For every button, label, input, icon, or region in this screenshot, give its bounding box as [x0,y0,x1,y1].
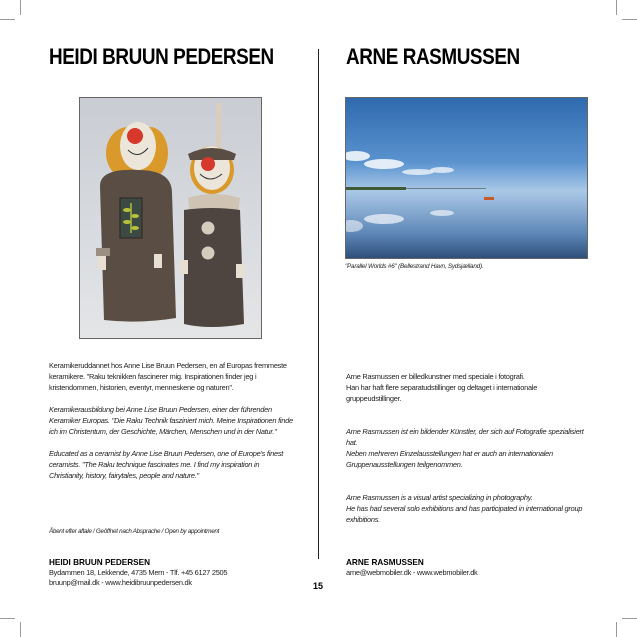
right-bio [346,360,591,547]
crop-mark [622,19,637,20]
right-artist-title: ARNE RASMUSSEN [346,44,520,69]
photo-caption: "Parallel Worlds #6" (Bellestrand Havn, Sydsjælland). [345,263,484,270]
seascape-photo [345,97,588,259]
contact-address: Bydammen 18, Lekkende, 4735 Mern - Tlf. +45 6127 2505 [49,568,228,577]
left-bio [49,360,294,492]
contact-name: ARNE RASMUSSEN [346,558,424,567]
bio-english: Educated as a ceramist by Anne Lise Bruun Pedersen, one of Europe's finest ceramists. "The Raku technique fascinates me. I find my inspiration in Christianity, history, fairytales, people and nature." [49,449,284,480]
ceramic-figures-illustration [80,98,261,338]
opening-hours-note: Åbent efter aftale / Geöffnet nach Absprache / Open by appointment [49,528,220,535]
bio-german: Arne Rasmussen ist ein bildender Künstler, der sich auf Fotografie spezialisiert hat. Neben mehreren Einzelausstellungen hat er auch an internationalen Gruppenausstellungen teilgenommen. [346,427,584,469]
left-artist-title: HEIDI BRUUN PEDERSEN [49,44,274,69]
page-number: 15 [313,581,324,591]
left-contact [49,558,227,588]
crop-mark [622,618,637,619]
crop-mark [0,618,15,619]
contact-name: HEIDI BRUUN PEDERSEN [49,558,150,567]
bio-danish: Arne Rasmussen er billedkunstner med speciale i fotografi. Han har haft flere separatudstillinger og deltaget i internationale gruppeudstillinger. [346,372,538,403]
crop-mark [616,0,617,15]
crop-mark [20,622,21,637]
contact-web[interactable]: arne@webmobiler.dk - www.webmobiler.dk [346,568,478,577]
bio-danish: Keramikeruddannet hos Anne Lise Bruun Pedersen, en af Europas fremmeste keramikere. "Raku teknikken fascinerer mig. Inspirationen finder jeg i kristendommen, historien, eventyr, menneskene og naturen". [49,361,287,392]
crop-mark [616,622,617,637]
bio-english: Arne Rasmussen is a visual artist specializing in photography. He has had several solo exhibitions and has participated in international group exhibitions. [346,493,583,524]
crop-mark [20,0,21,15]
bio-german: Keramikerausbildung bei Anne Lise Bruun Pedersen, einer der führenden Keramiker Europas. "Die Raku Technik fasziniert mich. Meine Inspirationen finde ich im Christentum, der Geschichte, Märchen, Menschen und in der Natur." [49,405,293,436]
seascape-illustration [346,98,587,258]
column-divider [318,49,319,559]
crop-mark [0,19,15,20]
contact-web[interactable]: bruunp@mail.dk - www.heidibruunpedersen.dk [49,578,192,587]
right-contact [346,558,478,578]
ceramic-figures-photo [79,97,262,339]
